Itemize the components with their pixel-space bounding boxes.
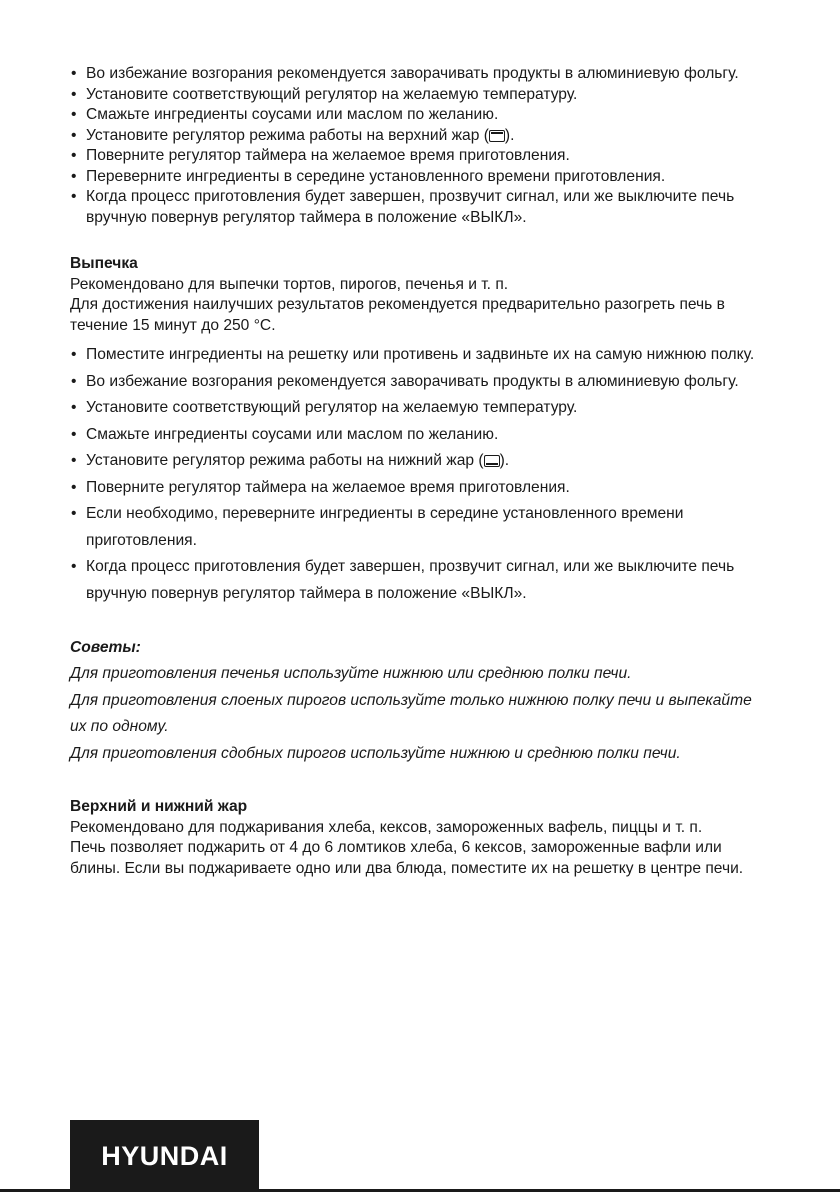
top-bottom-heat-para-1: Рекомендовано для поджаривания хлеба, кексов, замороженных вафель, пиццы и т. п. <box>70 818 703 836</box>
list-item: • Когда процесс приготовления будет завершен, прозвучит сигнал, или же выключите печь вручную повернув регулятор таймера в положение «ВЫКЛ». <box>70 554 770 607</box>
top-bottom-heat-heading: Верхний и нижний жар <box>70 798 248 815</box>
list-item: • Смажьте ингредиенты соусами или маслом по желанию. <box>70 105 770 126</box>
manual-page <box>70 64 770 879</box>
section1-list <box>70 64 770 228</box>
list-item-text: ). <box>499 452 510 469</box>
list-item: • Поместите ингредиенты на решетку или противень и задвиньте их на самую нижнюю полку. <box>70 342 770 369</box>
list-item <box>70 126 770 147</box>
list-item-text: Установите регулятор режима работы на верхний жар ( <box>86 126 489 144</box>
list-item: • Во избежание возгорания рекомендуется заворачивать продукты в алюминиевую фольгу. <box>70 369 770 396</box>
list-item: • Установите соответствующий регулятор на желаемую температуру. <box>70 85 770 106</box>
tip-line: Для приготовления сдобных пирогов используйте нижнюю и среднюю полки печи. <box>70 744 681 762</box>
list-item: • Когда процесс приготовления будет завершен, прозвучит сигнал, или же выключите печь вручную повернув регулятор таймера в положение «ВЫКЛ». <box>70 187 770 228</box>
baking-heading: Выпечка <box>70 255 138 272</box>
list-item: • Во избежание возгорания рекомендуется заворачивать продукты в алюминиевую фольгу. <box>70 64 770 85</box>
top-heat-icon <box>489 130 505 142</box>
tip-line: Для приготовления печенья используйте нижнюю или среднюю полки печи. <box>70 665 632 682</box>
list-item: • Смажьте ингредиенты соусами или маслом по желанию. <box>70 422 770 449</box>
tip-line: Для приготовления слоеных пирогов используйте только нижнюю полку печи и выпекайте их по одному. <box>70 691 752 735</box>
list-item: • Поверните регулятор таймера на желаемое время приготовления. <box>70 146 770 167</box>
list-item: • Установите соответствующий регулятор на желаемую температуру. <box>70 395 770 422</box>
hyundai-logo: HYUNDAI <box>70 1120 259 1192</box>
list-item: • Если необходимо, переверните ингредиенты в середине установленного времени приготовления. <box>70 501 770 554</box>
tips-section <box>70 635 770 767</box>
bottom-heat-icon <box>484 455 500 467</box>
baking-intro-2: Для достижения наилучших результатов рекомендуется предварительно разогреть печь в течение 15 минут до 250 °С. <box>70 296 725 334</box>
top-bottom-heat-para-2: Печь позволяет поджарить от 4 до 6 ломтиков хлеба, 6 кексов, замороженные вафли или блины. Если вы поджариваете одно или два блюда, поместите их на решетку в центре печи. <box>70 839 744 877</box>
baking-list <box>70 342 770 607</box>
tips-heading: Советы: <box>70 639 141 656</box>
list-item-text: ). <box>504 126 515 144</box>
baking-intro-1: Рекомендовано для выпечки тортов, пирогов, печенья и т. п. <box>70 275 509 293</box>
list-item <box>70 448 770 475</box>
list-item: • Переверните ингредиенты в середине установленного времени приготовления. <box>70 167 770 188</box>
list-item: • Поверните регулятор таймера на желаемое время приготовления. <box>70 475 770 502</box>
list-item-text: Установите регулятор режима работы на нижний жар ( <box>86 452 484 469</box>
